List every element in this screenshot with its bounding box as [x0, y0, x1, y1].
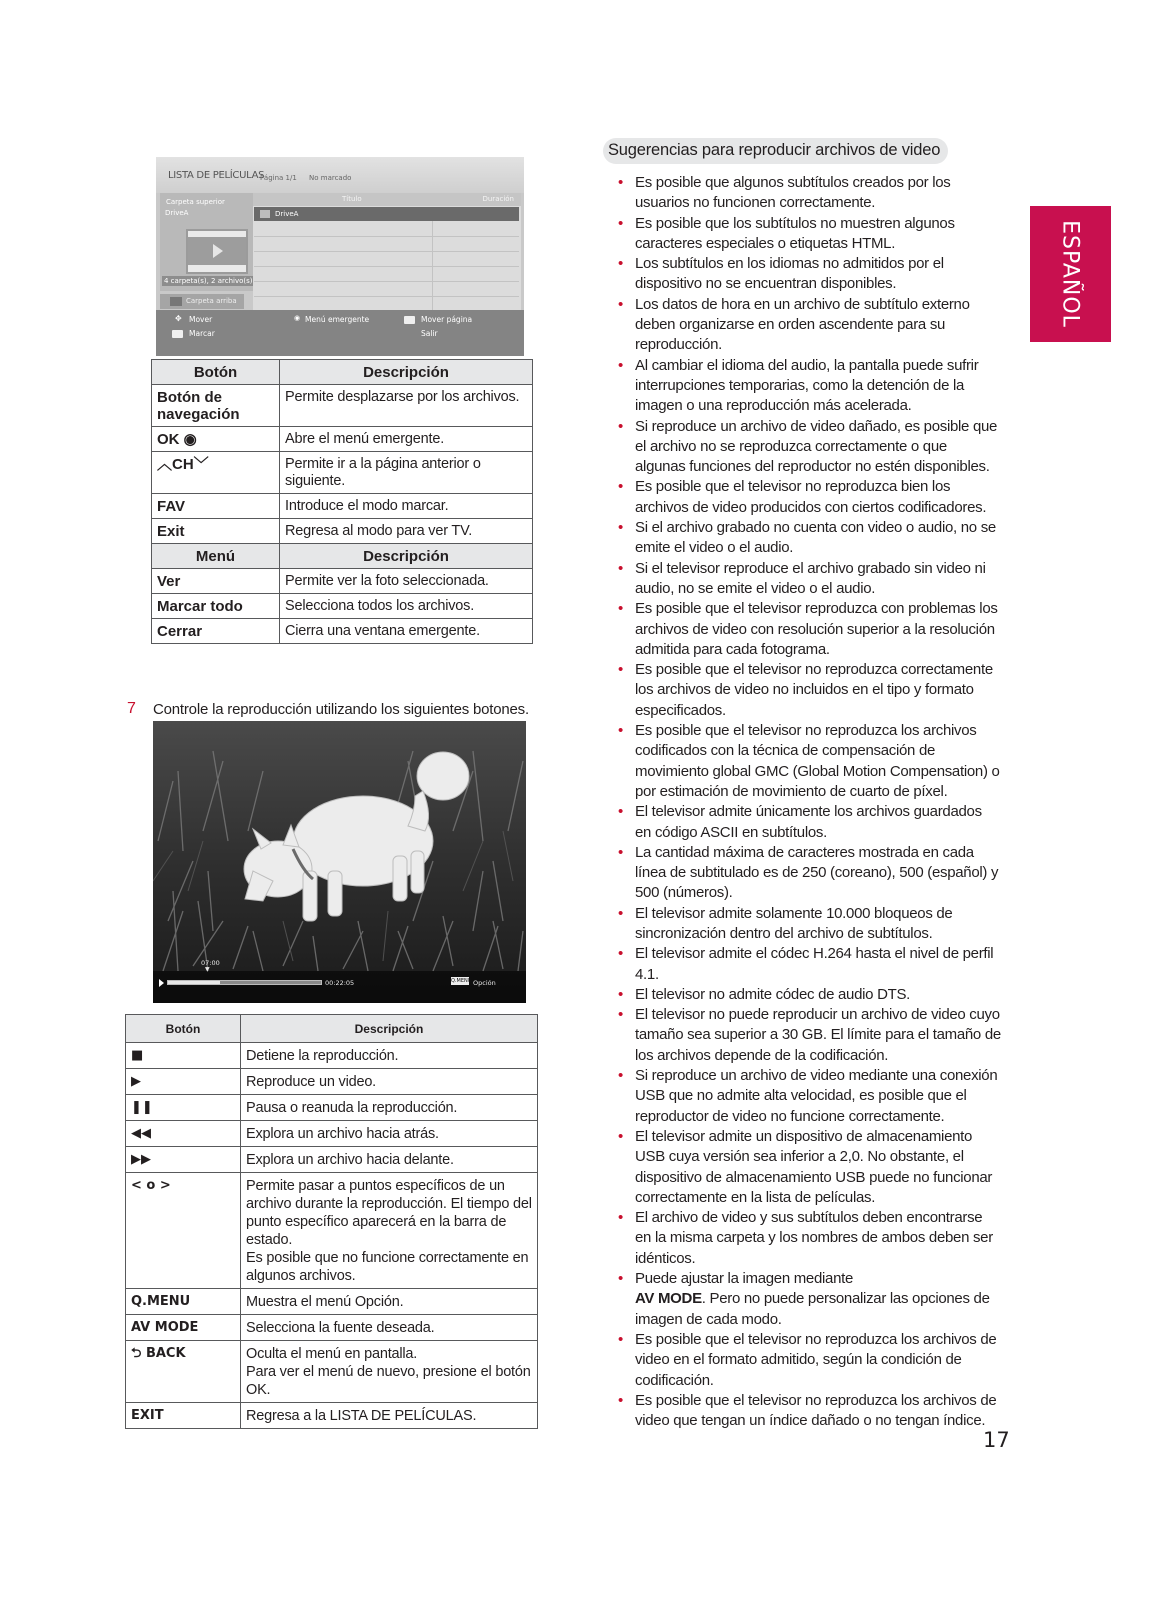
qmenu-key-icon: Q.MENU	[451, 978, 472, 984]
table-row	[126, 1173, 538, 1289]
button-name: < o >	[126, 1173, 241, 1289]
list-item: • El televisor admite un dispositivo de almacenamiento USB cuya versión sea inferior a 2,0. No obstante, el dispositivo de almacenamiento USB puede no funcionar correctamente en la lista de películas.	[616, 1127, 1001, 1208]
play-icon	[159, 979, 164, 987]
button-description: Regresa a la LISTA DE PELÍCULAS.	[241, 1403, 538, 1429]
av-mode-keyword: AV MODE	[635, 1290, 702, 1308]
button-description: Regresa al modo para ver TV.	[280, 519, 533, 544]
folder-up-button-label: Carpeta arriba	[186, 297, 237, 305]
table-row	[126, 1315, 538, 1341]
file-count: 4 carpeta(s), 2 archivo(s)	[164, 277, 253, 285]
list-item: • El televisor no admite códec de audio DTS.	[616, 985, 1001, 1005]
list-item: • El televisor admite únicamente los archivos guardados en código ASCII en subtítulos.	[616, 802, 1001, 843]
button-description	[241, 1173, 538, 1289]
button-description: Introduce el modo marcar.	[280, 494, 533, 519]
video-thumbnail-icon	[186, 229, 248, 274]
folder-up-button[interactable]	[160, 294, 244, 309]
table-row	[152, 619, 533, 644]
menu-name: Marcar todo	[152, 594, 280, 619]
table-row	[126, 1121, 538, 1147]
row-divider	[254, 281, 519, 282]
move-icon: ✥	[175, 314, 182, 323]
step-text: Controle la reproducción utilizando los siguientes botones.	[153, 701, 529, 718]
video-playback-screenshot	[153, 721, 526, 1003]
description-note: Es posible que no funcione correctamente en algunos archivos.	[246, 1250, 529, 1284]
playback-button-table	[125, 1014, 538, 1429]
page-indicator: Página 1/1	[260, 174, 297, 182]
list-item: • Es posible que los subtítulos no muestren algunos caracteres especiales o etiquetas HTML.	[616, 214, 1001, 255]
menu-name: Ver	[152, 569, 280, 594]
list-item: • Es posible que el televisor no reproduzca los archivos codificados con la técnica de compensación de movimiento global GMC (Global Motion Compensation) o por estimación de movimiento de cuarto de píxel.	[616, 721, 1001, 802]
playback-status-bar	[153, 971, 526, 1003]
list-item: • Es posible que el televisor no reproduzca correctamente los archivos de video no incluidos en el tipo y formato especificados.	[616, 660, 1001, 721]
list-item: • Es posible que el televisor no reproduzca los archivos de video que tengan un índice dañado o no tengan índice.	[616, 1391, 1001, 1432]
button-description: Detiene la reproducción.	[241, 1043, 538, 1069]
button-name: ⮌ BACK	[126, 1341, 241, 1403]
hint-move: Mover	[189, 315, 213, 324]
button-name: Exit	[152, 519, 280, 544]
button-name: FAV	[152, 494, 280, 519]
button-description: Reproduce un video.	[241, 1069, 538, 1095]
table-row	[126, 1289, 538, 1315]
button-description: Permite desplazarse por los archivos.	[280, 385, 533, 427]
row-label: DriveA	[275, 210, 299, 218]
header-description: Descripción	[280, 360, 533, 385]
menu-description: Permite ver la foto seleccionada.	[280, 569, 533, 594]
progress-fill	[168, 981, 220, 984]
table-row	[126, 1069, 538, 1095]
movie-list-screenshot	[156, 157, 524, 356]
button-name: Botón de navegación	[152, 385, 280, 427]
list-item: • Es posible que el televisor no reproduzca los archivos de video en el formato admitido, según la condición de codificación.	[616, 1330, 1001, 1391]
hint-page: Mover página	[421, 315, 473, 324]
list-item: • Los subtítulos en los idiomas no admitidos por el dispositivo no se encuentran disponibles.	[616, 254, 1001, 295]
header-button: Botón	[126, 1015, 241, 1043]
marked-status: No marcado	[309, 174, 352, 182]
navigation-button-table	[151, 359, 533, 644]
description-line: Permite pasar a puntos específicos de un archivo durante la reproducción. El tiempo del punto específico aparecerá en la barra de estado.	[246, 1178, 532, 1248]
seek-time-marker: 07:00	[201, 959, 220, 967]
table-row	[152, 594, 533, 619]
language-tab-label: ESPAÑOL	[1057, 220, 1083, 328]
button-name: ︿CH﹀	[152, 452, 280, 494]
table-row	[152, 385, 533, 427]
list-item: • Es posible que el televisor reproduzca con problemas los archivos de video con resolución superior a la resolución admitida para cada fotograma.	[616, 599, 1001, 660]
list-item: • Al cambiar el idioma del audio, la pantalla puede sufrir interrupciones temporarias, como la detención de la imagen o una reproducción más acelerada.	[616, 356, 1001, 417]
button-description: Selecciona la fuente deseada.	[241, 1315, 538, 1341]
header-button: Botón	[152, 360, 280, 385]
table-row	[152, 569, 533, 594]
language-tab	[1030, 206, 1111, 342]
rewind-icon: ◀◀	[126, 1121, 241, 1147]
description-line: Oculta el menú en pantalla.	[246, 1346, 418, 1362]
folder-icon	[170, 297, 182, 306]
table-row	[152, 494, 533, 519]
list-item: • Si reproduce un archivo de video mediante una conexión USB que no admite alta velocidad, es posible que el reproductor de video no funcione correctamente.	[616, 1066, 1001, 1127]
table-row	[126, 1147, 538, 1173]
tips-list	[616, 173, 1001, 1431]
list-item: • La cantidad máxima de caracteres mostrada en cada línea de subtitulado es de 250 (coreano), 500 (español) y 500 (números).	[616, 843, 1001, 904]
folder-up-label: Carpeta superior	[166, 198, 225, 206]
page-number: 17	[983, 1428, 1010, 1452]
table-row	[126, 1403, 538, 1429]
list-item: • El televisor admite el códec H.264 hasta el nivel de perfil 4.1.	[616, 944, 1001, 985]
list-item: • Si el archivo grabado no cuenta con video o audio, no se emite el video o el audio.	[616, 518, 1001, 559]
list-item: • El televisor admite solamente 10.000 bloqueos de sincronización dentro del archivo de subtítulos.	[616, 904, 1001, 945]
list-item	[616, 1269, 1001, 1330]
progress-bar[interactable]	[167, 980, 322, 985]
hint-popup: Menú emergente	[305, 315, 370, 324]
drive-label: DriveA	[165, 209, 189, 217]
option-label: Opción	[473, 979, 496, 987]
file-list-row-selected[interactable]	[254, 207, 519, 221]
menu-description: Cierra una ventana emergente.	[280, 619, 533, 644]
description-note: Para ver el menú de nuevo, presione el botón OK.	[246, 1364, 531, 1398]
list-item: • Es posible que algunos subtítulos creados por los usuarios no funcionen correctamente.	[616, 173, 1001, 214]
hint-bar	[156, 310, 524, 356]
column-duration: Duración	[482, 195, 514, 203]
button-description	[241, 1341, 538, 1403]
fast-forward-icon: ▶▶	[126, 1147, 241, 1173]
button-name: EXIT	[126, 1403, 241, 1429]
list-item: • El archivo de video y sus subtítulos deben encontrarse en la misma carpeta y los nombres de ambos deben ser idénticos.	[616, 1208, 1001, 1269]
tips-heading: Sugerencias para reproducir archivos de video	[603, 138, 948, 164]
row-divider	[254, 296, 519, 297]
table-row	[152, 452, 533, 494]
movie-list-title: LISTA DE PELÍCULAS	[168, 170, 265, 181]
total-duration: 00:22:05	[325, 979, 355, 987]
list-item: • Si reproduce un archivo de video dañado, es posible que el archivo no se reproduzca correctamente o que algunas funciones del reproductor no estén disponibles.	[616, 417, 1001, 478]
av-item-text: Puede ajustar la imagen mediante	[635, 1270, 854, 1288]
button-description: Explora un archivo hacia delante.	[241, 1147, 538, 1173]
column-divider	[432, 221, 433, 311]
list-item: • Si el televisor reproduce el archivo grabado sin video ni audio, no se emite el video o el audio.	[616, 559, 1001, 600]
header-description: Descripción	[241, 1015, 538, 1043]
play-icon: ▶	[126, 1069, 241, 1095]
file-list-header	[253, 193, 521, 206]
hint-mark: Marcar	[189, 329, 215, 338]
header-menu: Menú	[152, 544, 280, 569]
button-description: Muestra el menú Opción.	[241, 1289, 538, 1315]
button-name: AV MODE	[126, 1315, 241, 1341]
step-number: 7	[127, 700, 136, 717]
page-key-icon	[404, 316, 415, 324]
fav-key-icon	[172, 330, 183, 338]
button-description: Explora un archivo hacia atrás.	[241, 1121, 538, 1147]
table-row	[126, 1341, 538, 1403]
column-title: Título	[342, 195, 362, 203]
button-description: Pausa o reanuda la reproducción.	[241, 1095, 538, 1121]
seek-arrow-icon: ▼	[205, 966, 210, 973]
row-divider	[254, 251, 519, 252]
table-row	[152, 427, 533, 452]
ok-icon: ◉	[294, 314, 301, 322]
stop-icon: ■	[126, 1043, 241, 1069]
button-name: Q.MENU	[126, 1289, 241, 1315]
folder-icon	[260, 210, 270, 218]
table-row	[152, 519, 533, 544]
button-description: Abre el menú emergente.	[280, 427, 533, 452]
pause-icon: ❚❚	[126, 1095, 241, 1121]
row-divider	[254, 266, 519, 267]
header-description: Descripción	[280, 544, 533, 569]
table-row	[126, 1043, 538, 1069]
button-name: OK ◉	[152, 427, 280, 452]
row-divider	[254, 236, 519, 237]
list-item: • Es posible que el televisor no reproduzca bien los archivos de video producidos con ciertos codificadores.	[616, 477, 1001, 518]
menu-description: Selecciona todos los archivos.	[280, 594, 533, 619]
table-row	[126, 1095, 538, 1121]
list-item: • Los datos de hora en un archivo de subtítulo externo deben organizarse en orden ascendente para su reproducción.	[616, 295, 1001, 356]
button-description: Permite ir a la página anterior o siguiente.	[280, 452, 533, 494]
av-item-text-after: . Pero no puede personalizar las opciones de imagen de cada modo.	[635, 1290, 990, 1328]
hint-exit: Salir	[421, 329, 438, 338]
menu-name: Cerrar	[152, 619, 280, 644]
list-item: • El televisor no puede reproducir un archivo de video cuyo tamaño sea superior a 30 GB. El límite para el tamaño de los archivos depende de la codificación.	[616, 1005, 1001, 1066]
